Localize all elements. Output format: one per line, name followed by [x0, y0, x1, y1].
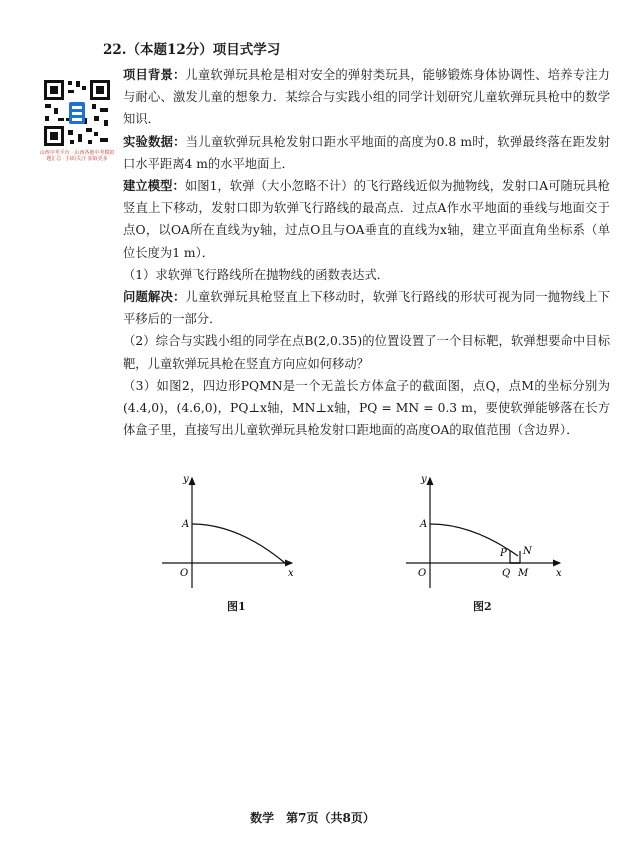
x-label: x — [288, 568, 294, 579]
question-2: （2）综合与实践小组的同学在点B(2,0.35)的位置设置了一个目标靶，软弹想要命中目标靶，儿童软弹玩具枪在竖直方向应如何移动？ — [123, 334, 610, 371]
model-label: 建立模型： — [123, 178, 185, 194]
model-text: 如图1，软弹（大小忽略不计）的飞行路线近似为抛物线，发射口A可随玩具枪竖直上下移动，发射口即为软弹飞行路线的最高点．过点A作水平地面的垂线与地面交于点O，以OA所在直线为y轴，过点O且与OA垂直的直线为x轴，建立平面直角坐标系（单位长度为1 m）． — [123, 179, 610, 260]
data-text: 当儿童软弹玩具枪发射口距水平地面的高度为0.8 m时，软弹最终落在距发射口水平距离4 m的水平地面上． — [123, 134, 610, 171]
question-body — [123, 64, 610, 441]
point-n-label: N — [523, 546, 532, 557]
background-paragraph — [123, 64, 610, 131]
y-label: y — [421, 474, 427, 485]
point-a-label: A — [420, 519, 428, 530]
origin-label: O — [418, 568, 427, 579]
data-paragraph — [123, 131, 610, 175]
point-q-label: Q — [502, 568, 511, 579]
page-footer: 数学 第7页（共8页） — [250, 811, 375, 825]
qr-code-icon — [42, 78, 112, 148]
figure-1-caption: 图1 — [227, 600, 246, 613]
data-label: 实验数据： — [123, 133, 186, 149]
origin-label: O — [180, 568, 189, 579]
figure-2-caption: 图2 — [473, 600, 492, 613]
question-1: （1）求软弹飞行路线所在抛物线的函数表达式． — [123, 267, 390, 282]
point-p-label: P — [500, 548, 507, 559]
solve-paragraph — [123, 286, 610, 330]
question-3: （3）如图2，四边形PQMN是一个无盖长方体盒子的截面图，点Q，点M的坐标分别为(4.4,0)，(4.6,0)，PQ⊥x轴，MN⊥x轴，PQ = MN = 0.3 m，要使软弹能够落在长方体盒子里，直接写出儿童软弹玩具枪发射口距地面的高度OA的取值范围（含边界）． — [123, 378, 610, 438]
qr-caption: 山西中考平台 · 山西各地中考模拟题汇总 · 扫码关注 获取更多 — [39, 150, 115, 162]
question-title: 22.（本题12分）项目式学习 — [103, 42, 281, 58]
parabola-curve — [192, 524, 285, 563]
solve-label: 问题解决： — [123, 289, 186, 305]
figure-1 — [150, 468, 300, 593]
point-m-label: M — [518, 568, 529, 579]
background-label: 项目背景： — [123, 67, 186, 82]
point-a-label: A — [182, 519, 190, 530]
x-label: x — [556, 568, 562, 579]
solve-text: 儿童软弹玩具枪竖直上下移动时，软弹飞行路线的形状可视为同一抛物线上下平移后的一部分． — [123, 290, 610, 327]
background-text: 儿童软弹玩具枪是相对安全的弹射类玩具，能够锻炼身体协调性、培养专注力与耐心、激发儿童的想象力．某综合与实践小组的同学计划研究儿童软弹玩具枪中的数学知识． — [123, 68, 610, 127]
y-label: y — [183, 474, 189, 485]
figure-2 — [398, 468, 568, 593]
model-paragraph — [123, 175, 610, 264]
